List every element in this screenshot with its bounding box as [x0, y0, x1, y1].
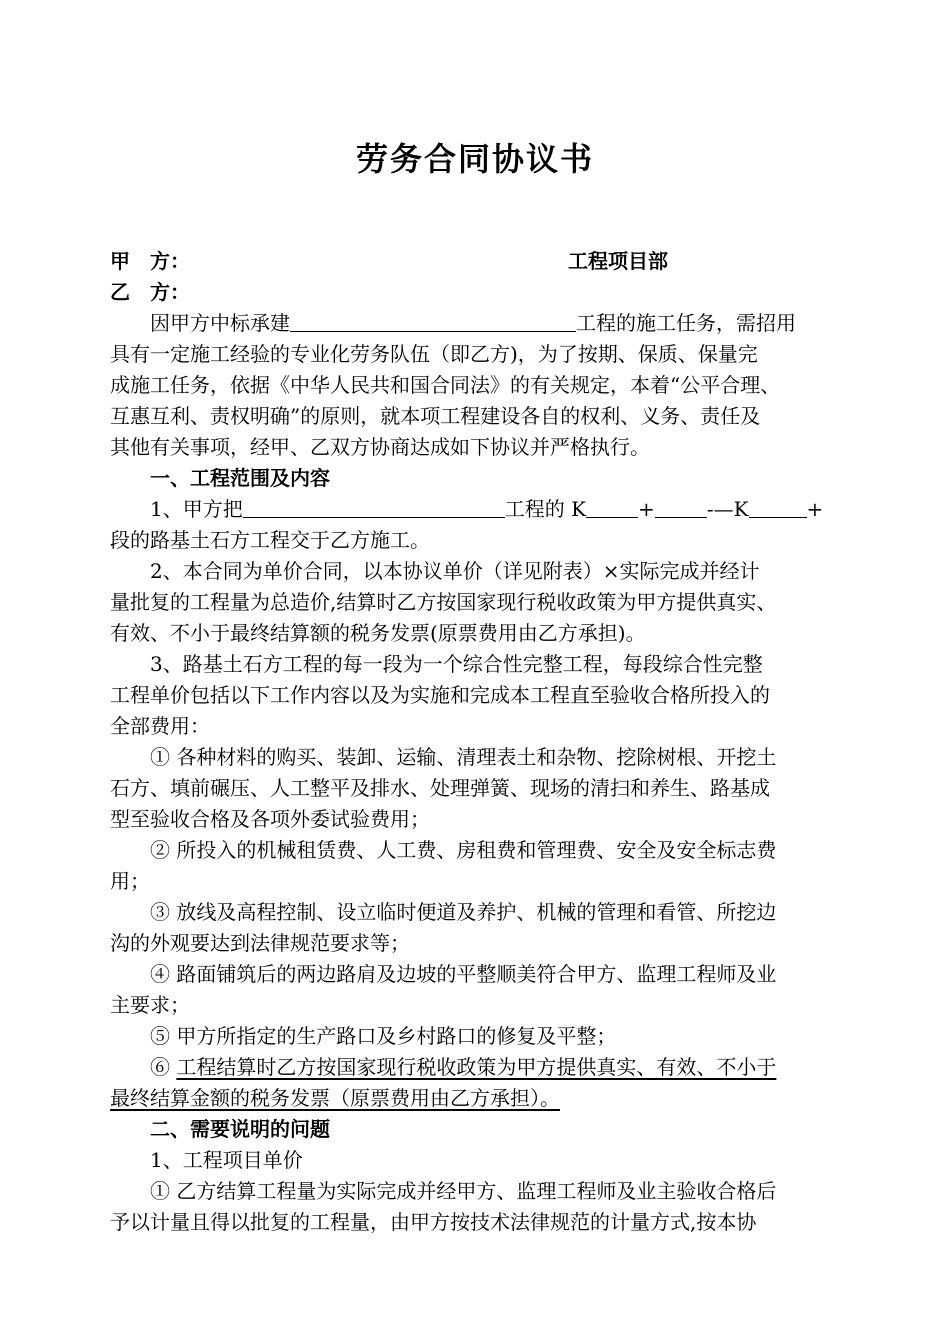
intro-text: 因甲方中标承建 — [150, 311, 290, 335]
intro-line-1 — [110, 308, 855, 339]
stake-blank — [586, 495, 638, 518]
intro-line-3: 成施工任务，依据《中华人民共和国合同法》的有关规定，本着“公平合理、 — [110, 373, 781, 397]
section-1-heading: 一、工程范围及内容 — [150, 466, 330, 490]
section-2-para-1-line-1: ① 乙方结算工程量为实际完成并经甲方、监理工程师及业主验收合格后 — [150, 1179, 777, 1203]
section-2-heading: 二、需要说明的问题 — [150, 1117, 330, 1141]
party-a-line — [110, 246, 855, 277]
item-2-line-3: 有效、不小于最终结算额的税务发票(原票费用由乙方承担)。 — [110, 621, 646, 645]
item-1-line-2: 段的路基土石方工程交于乙方施工。 — [110, 528, 430, 552]
project-blank — [243, 495, 505, 518]
intro-line-5: 其他有关事项，经甲、乙双方协商达成如下协议并严格执行。 — [110, 435, 650, 459]
party-b-line — [110, 277, 855, 308]
clause-3-line-2: 沟的外观要达到法律规范要求等； — [110, 931, 410, 955]
clause-2-line-1: ② 所投入的机械租赁费、人工费、房租费和管理费、安全及安全标志费 — [150, 838, 777, 862]
document-body — [110, 246, 855, 1238]
section-2-para-1-line-2: 予以计量且得以批复的工程量，由甲方按技术法律规范的计量方式,按本协 — [110, 1210, 757, 1234]
stake-blank — [749, 495, 807, 518]
page-title: 劳务合同协议书 — [355, 140, 594, 178]
clause-4-line-2: 主要求； — [110, 993, 190, 1017]
clause-1-line-2: 石方、填前碾压、人工整平及排水、处理弹簧、现场的清扫和养生、路基成 — [110, 776, 770, 800]
range-dash: -—K — [706, 497, 749, 521]
underlined-text: 工程结算时乙方按国家现行税收政策为甲方提供真实、有效、不小于 — [176, 1055, 777, 1079]
item-3-line-2: 工程单价包括以下工作内容以及为实施和完成本工程直至验收合格所投入的 — [110, 683, 770, 707]
item-1-line-1 — [110, 494, 855, 525]
clause-3-line-1: ③ 放线及高程控制、设立临时便道及养护、机械的管理和看管、所挖边 — [150, 900, 777, 924]
underlined-text: 最终结算金额的税务发票（原票费用由乙方承担）。 — [110, 1086, 560, 1110]
clause-1-line-1: ① 各种材料的购买、装卸、运输、清理表土和杂物、挖除树根、开挖土 — [150, 745, 777, 769]
section-2-sub-1: 1、工程项目单价 — [150, 1148, 303, 1172]
clause-6-line-2 — [110, 1083, 855, 1114]
party-a-value: 工程项目部 — [568, 249, 668, 273]
intro-line-2: 具有一定施工经验的专业化劳务队伍（即乙方)，为了按期、保质、保量完 — [110, 342, 758, 366]
clause-5-line: ⑤ 甲方所指定的生产路口及乡村路口的修复及平整； — [150, 1024, 617, 1048]
clause-1-line-3: 型至验收合格及各项外委试验费用； — [110, 807, 430, 831]
clause-number: ⑥ — [150, 1055, 177, 1079]
item-2-line-1: 2、本合同为单价合同，以本协议单价（详见附表）×实际完成并经计 — [150, 559, 760, 583]
intro-line-4: 互惠互利、责权明确”的原则，就本项工程建设各自的权利、义务、责任及 — [110, 404, 761, 428]
party-b-label: 乙 方： — [110, 280, 190, 304]
party-a-label: 甲 方： — [110, 249, 190, 273]
plus-sign: + — [638, 497, 655, 521]
intro-text: 工程的施工任务，需招用 — [576, 311, 796, 335]
clause-4-line-1: ④ 路面铺筑后的两边路肩及边坡的平整顺美符合甲方、监理工程师及业 — [150, 962, 777, 986]
item-text: 工程的 K — [504, 497, 587, 521]
item-text: 1、甲方把 — [150, 497, 243, 521]
plus-sign: + — [806, 497, 824, 521]
item-3-line-1: 3、路基土石方工程的每一段为一个综合性完整工程，每段综合性完整 — [150, 652, 763, 676]
item-3-line-3: 全部费用： — [110, 714, 210, 738]
item-2-line-2: 量批复的工程量为总造价,结算时乙方按国家现行税收政策为甲方提供真实、 — [110, 590, 777, 614]
project-name-blank — [290, 309, 576, 332]
clause-2-line-2: 用； — [110, 869, 150, 893]
clause-6-line-1 — [110, 1052, 855, 1083]
stake-blank — [655, 495, 707, 518]
